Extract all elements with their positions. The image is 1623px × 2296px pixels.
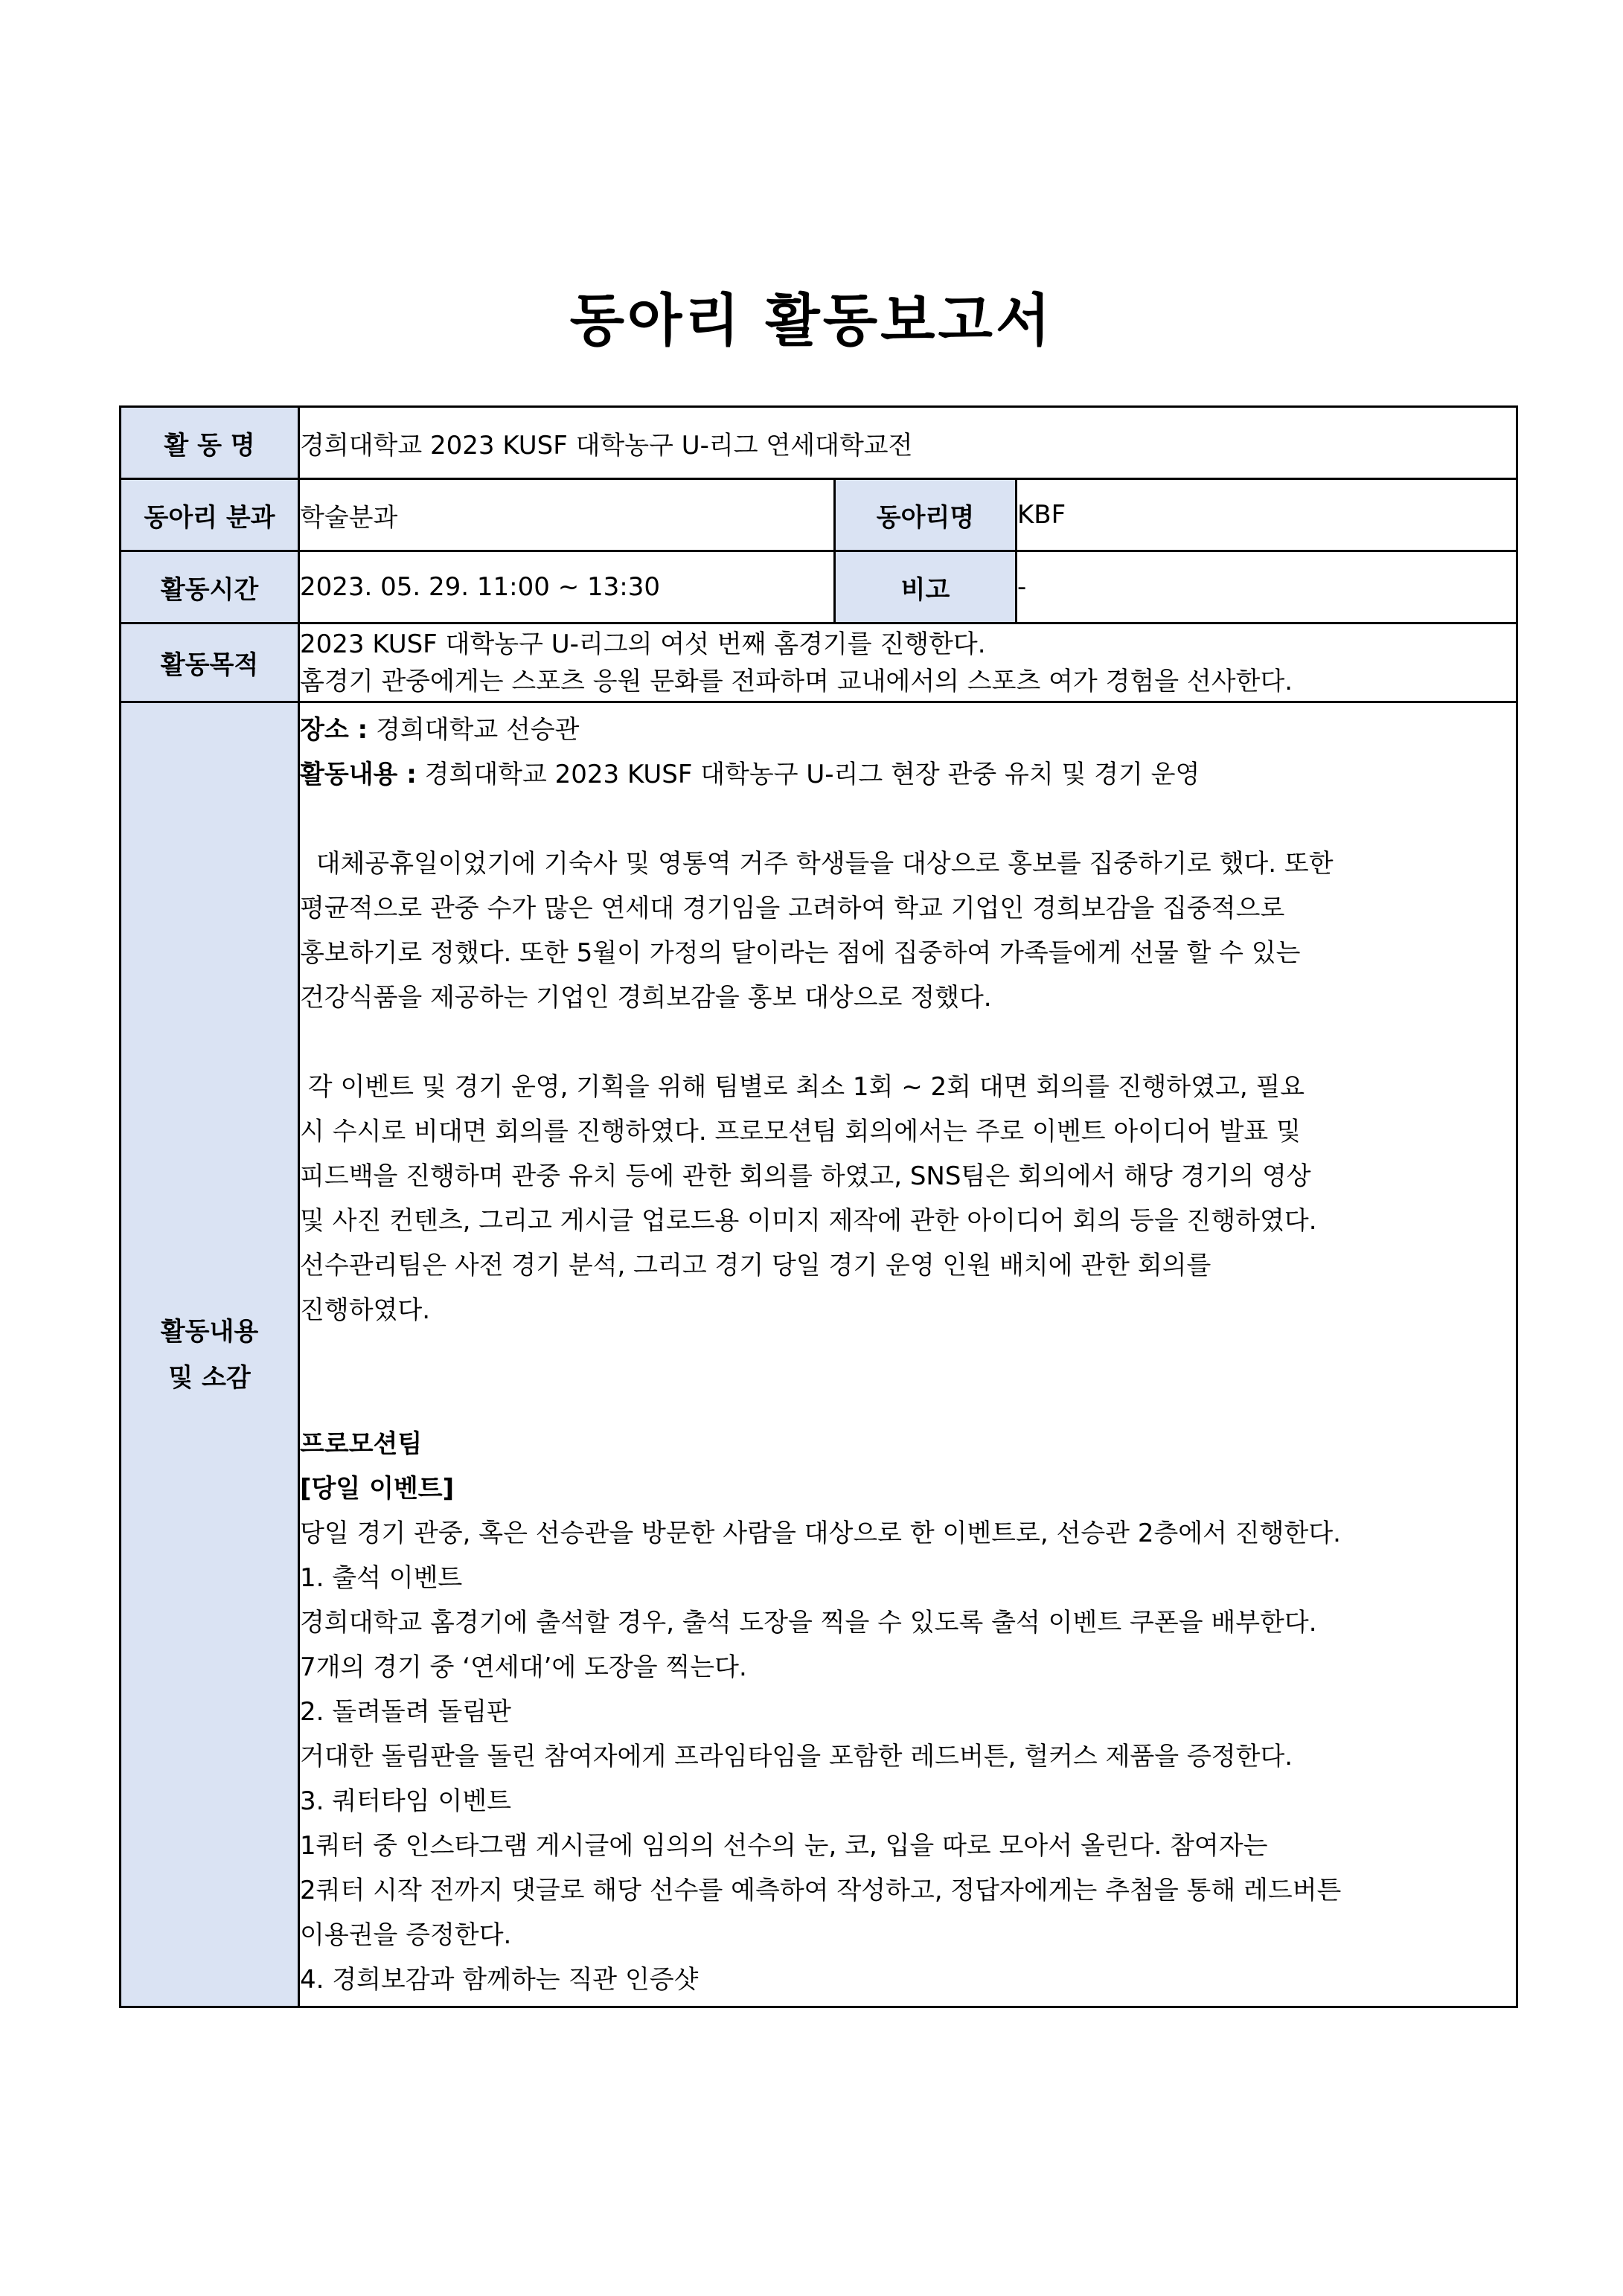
event-line: 1. 출석 이벤트 (300, 1562, 463, 1593)
content-body (299, 702, 1517, 2007)
club-category-value: 학술분과 (299, 479, 835, 551)
content-label-line: 및 소감 (168, 1362, 251, 1393)
club-name-label: 동아리명 (835, 479, 1017, 551)
paragraph-line: 선수관리팀은 사전 경기 분석, 그리고 경기 당일 경기 운영 인원 배치에 관한 회의를 (300, 1250, 1211, 1280)
note-label: 비고 (835, 551, 1017, 623)
event-line: 3. 쿼터타임 이벤트 (300, 1786, 511, 1816)
club-name-value: KBF (1017, 479, 1517, 551)
paragraph-line: 평균적으로 관중 수가 많은 연세대 경기임을 고려하여 학교 기업인 경희보감을 집중적으로 (300, 893, 1285, 923)
paragraph-line: 건강식품을 제공하는 기업인 경희보감을 홍보 대상으로 정했다. (300, 982, 992, 1013)
place-line (300, 708, 1516, 752)
time-value: 2023. 05. 29. 11:00 ~ 13:30 (299, 551, 835, 623)
event-line: 당일 경기 관중, 혹은 선승관을 방문한 사람을 대상으로 한 이벤트로, 선승관 2층에서 진행한다. (300, 1518, 1341, 1548)
activity-name-label: 활 동 명 (121, 407, 299, 479)
row-time (121, 551, 1517, 623)
detail-value: 경희대학교 2023 KUSF 대학농구 U-리그 현장 관중 유치 및 경기 운영 (424, 759, 1200, 789)
club-category-label: 동아리 분과 (121, 479, 299, 551)
event-heading (300, 1466, 1516, 1511)
content-label (121, 702, 299, 2007)
purpose-line: 홈경기 관중에게는 스포츠 응원 문화를 전파하며 교내에서의 스포츠 여가 경험을 선사한다. (300, 666, 1293, 696)
purpose-value (299, 623, 1517, 702)
row-content (121, 702, 1517, 2007)
place-value: 경희대학교 선승관 (375, 714, 580, 745)
content-label-line: 활동내용 (160, 1316, 259, 1347)
paragraph-line: 대체공휴일이었기에 기숙사 및 영통역 거주 학생들을 대상으로 홍보를 집중하기로 했다. 또한 (300, 848, 1334, 879)
paragraph-line: 피드백을 진행하며 관중 유치 등에 관한 회의를 하였고, SNS팀은 회의에서 해당 경기의 영상 (300, 1161, 1311, 1191)
row-purpose (121, 623, 1517, 702)
paragraph-line: 진행하였다. (300, 1295, 431, 1325)
page-title: 동아리 활동보고서 (569, 287, 1054, 353)
paragraph-line: 및 사진 컨텐츠, 그리고 게시글 업로드용 이미지 제작에 관한 아이디어 회의 등을 진행하였다. (300, 1205, 1317, 1236)
event-line: 7개의 경기 중 ‘연세대’에 도장을 찍는다. (300, 1652, 747, 1682)
time-label: 활동시간 (121, 551, 299, 623)
place-label: 장소 : (300, 714, 368, 745)
row-activity-name (121, 407, 1517, 479)
paragraph-line: 각 이벤트 및 경기 운영, 기획을 위해 팀별로 최소 1회 ~ 2회 대면 회의를 진행하였고, 필요 (300, 1071, 1305, 1102)
event-line: 거대한 돌림판을 돌린 참여자에게 프라임타임을 포함한 레드버튼, 헐커스 제품을 증정한다. (300, 1741, 1293, 1771)
event-line: 4. 경희보감과 함께하는 직관 인증샷 (300, 1964, 699, 1995)
row-club (121, 479, 1517, 551)
team-heading-text: 프로모션팀 (300, 1428, 423, 1459)
detail-line (300, 752, 1516, 797)
event-line: 이용권을 증정한다. (300, 1920, 512, 1950)
detail-label: 활동내용 : (300, 759, 417, 789)
purpose-label: 활동목적 (121, 623, 299, 702)
event-line: 2. 돌려돌려 돌림판 (300, 1696, 511, 1727)
purpose-line: 2023 KUSF 대학농구 U-리그의 여섯 번째 홈경기를 진행한다. (300, 629, 986, 659)
report-table (119, 405, 1518, 2008)
paragraph-line: 시 수시로 비대면 회의를 진행하였다. 프로모션팀 회의에서는 주로 이벤트 아이디어 발표 및 (300, 1116, 1301, 1147)
activity-name-value: 경희대학교 2023 KUSF 대학농구 U-리그 연세대학교전 (299, 407, 1517, 479)
team-heading (300, 1422, 1516, 1466)
event-line: 경희대학교 홈경기에 출석할 경우, 출석 도장을 찍을 수 있도록 출석 이벤트 쿠폰을 배부한다. (300, 1607, 1317, 1638)
paragraph-line: 홍보하기로 정했다. 또한 5월이 가정의 달이라는 점에 집중하여 가족들에게 선물 할 수 있는 (300, 937, 1301, 968)
event-line: 1쿼터 중 인스타그램 게시글에 임의의 선수의 눈, 코, 입을 따로 모아서 올린다. 참여자는 (300, 1830, 1268, 1861)
note-value: - (1017, 551, 1517, 623)
event-line: 2쿼터 시작 전까지 댓글로 해당 선수를 예측하여 작성하고, 정답자에게는 추첨을 통해 레드버튼 (300, 1875, 1342, 1905)
event-heading-text: [당일 이벤트] (300, 1473, 455, 1504)
